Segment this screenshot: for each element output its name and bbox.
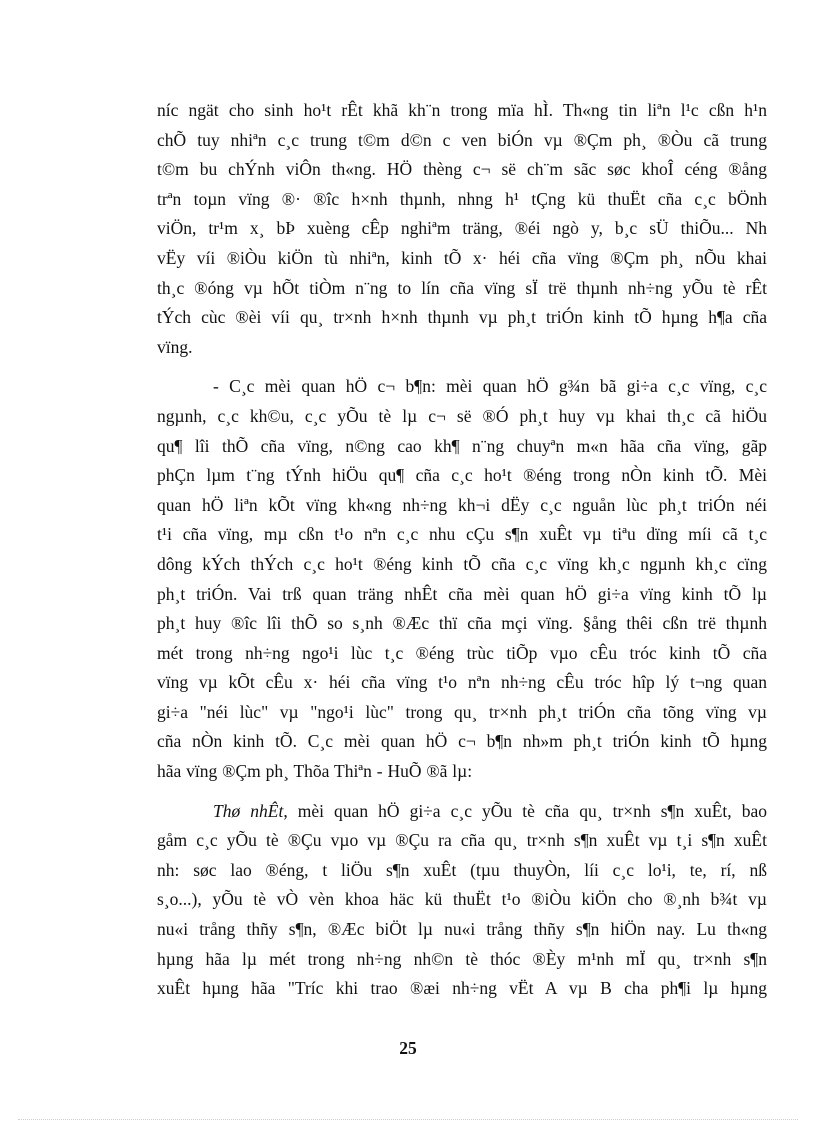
page-number: 25 bbox=[399, 1038, 417, 1058]
italic-lead: Thø nhÊt bbox=[213, 800, 284, 821]
text-line: t©m bu chÝnh viÔn th«ng. HÖ thèng c¬ së ch¨m sãc søc khoÎ céng ®ång bbox=[157, 159, 767, 180]
text-line: hãa vïng ®Çm ph¸ Thõa Thiªn - HuÕ ®ã lµ: bbox=[157, 761, 473, 782]
text-line: t¹i cña vïng, mµ cßn t¹o nªn c¸c nhu cÇu s¶n xuÊt vµ tiªu dïng míi cã t¸c bbox=[157, 524, 767, 545]
text-line: hµng hãa lµ mét trong nh÷ng nh©n tè thóc ®Èy m¹nh mÏ qu¸ tr×nh s¶n bbox=[157, 948, 767, 969]
text-line: ph¸t triÓn. Vai trß quan träng nhÊt cña mèi quan hÖ gi÷a vïng kinh tÕ lµ bbox=[157, 583, 767, 604]
text-line: xuÊt hµng hãa "Tríc khi trao ®æi nh÷ng vËt A vµ B cha ph¶i lµ hµng bbox=[157, 978, 767, 999]
page-bottom-divider bbox=[18, 1119, 798, 1120]
text-line: níc ngät cho sinh ho¹t rÊt khã kh¨n trong mïa hÌ. Th«ng tin liªn l¹c cßn h¹n bbox=[157, 100, 767, 120]
text-line: dông kÝch thÝch c¸c ho¹t ®éng kinh tÕ cña c¸c vïng kh¸c ngµnh kh¸c cïng bbox=[157, 553, 767, 574]
text-line: quan hÖ liªn kÕt vïng kh«ng nh÷ng kh¬i dËy c¸c nguån lùc ph¸t triÓn néi bbox=[157, 494, 767, 515]
text-line: mét trong nh÷ng ngo¹i lùc t¸c ®éng trùc tiÕp vµo cÊu tróc kinh tÕ cña bbox=[157, 642, 767, 663]
page-content bbox=[157, 96, 767, 1004]
text-line: ngµnh, c¸c kh©u, c¸c yÕu tè lµ c¬ së ®Ó ph¸t huy vµ khai th¸c cã hiÖu bbox=[157, 405, 767, 426]
text-line: nh: søc lao ®éng, t liÖu s¶n xuÊt (tµu thuyÒn, líi c¸c lo¹i, te, rí, nß bbox=[157, 859, 767, 880]
paragraph-1 bbox=[157, 96, 767, 362]
paragraph-3 bbox=[157, 797, 767, 1004]
text-line: ph¸t huy ®îc lîi thÕ so s¸nh ®Æc thï cña mçi vïng. §ång thêi cßn trë thµnh bbox=[157, 613, 767, 634]
text-line: s¸o...), yÕu tè vÒ vèn khoa häc kü thuËt t¹o ®iÒu kiÖn cho ®¸nh b¾t vµ bbox=[157, 889, 767, 910]
text-line: chÕ tuy nhiªn c¸c trung t©m d©n c ven biÓn vµ ®Çm ph¸ ®Òu cã trung bbox=[157, 129, 767, 150]
text-line: nu«i trång thñy s¶n, ®Æc biÖt lµ nu«i trång thñy s¶n hiÖn nay. Lu th«ng bbox=[157, 919, 767, 940]
text-line: th¸c ®óng vµ hÕt tiÒm n¨ng to lín cña vïng sÏ trë thµnh nh÷ng yÕu tè rÊt bbox=[157, 277, 767, 298]
text-line: gi÷a "néi lùc" vµ "ngo¹i lùc" trong qu¸ tr×nh ph¸t triÓn cña tõng vïng vµ bbox=[157, 701, 767, 722]
text-line: cña nÒn kinh tÕ. C¸c mèi quan hÖ c¬ b¶n nh»m ph¸t triÓn kinh tÕ hµng bbox=[157, 731, 767, 752]
text-line: qu¶ lîi thÕ cña vïng, n©ng cao kh¶ n¨ng chuyªn m«n hãa cña vïng, gãp bbox=[157, 435, 767, 456]
text-line: gåm c¸c yÕu tè ®Çu vµo vµ ®Çu ra cña qu¸ tr×nh s¶n xuÊt vµ t¸i s¶n xuÊt bbox=[157, 830, 767, 851]
text-line: vïng. bbox=[157, 336, 193, 357]
text-line: trªn toµn vïng ®· ®îc h×nh thµnh, nhng h¹ tÇng kü thuËt cña c¸c bÖnh bbox=[157, 188, 767, 209]
text-line bbox=[157, 797, 767, 827]
text-line: viÖn, tr¹m x¸ bÞ xuèng cÊp nghiªm träng, ®éi ngò y, b¸c sÜ thiÕu... Nh bbox=[157, 218, 767, 239]
text-line: vËy víi ®iÒu kiÖn tù nhiªn, kinh tÕ x· héi cña vïng ®Çm ph¸ nÕu khai bbox=[157, 247, 767, 268]
text-line: tÝch cùc ®èi víi qu¸ tr×nh h×nh thµnh vµ ph¸t triÓn kinh tÕ hµng h¶a cña bbox=[157, 307, 767, 328]
text-line: - C¸c mèi quan hÖ c¬ b¶n: mèi quan hÖ g¾n bã gi÷a c¸c vïng, c¸c bbox=[213, 376, 767, 397]
text-line: vïng vµ kÕt cÊu x· héi cña vïng t¹o nªn nh÷ng cÊu tróc hîp lý t¬ng quan bbox=[157, 672, 767, 693]
paragraph-2 bbox=[157, 372, 767, 786]
text-line-rest: , mèi quan hÖ gi÷a c¸c yÕu tè cña qu¸ tr×nh s¶n xuÊt, bao bbox=[283, 800, 767, 821]
text-line: phÇn lµm t¨ng tÝnh hiÖu qu¶ cña c¸c ho¹t ®éng trong nÒn kinh tÕ. Mèi bbox=[157, 465, 767, 486]
